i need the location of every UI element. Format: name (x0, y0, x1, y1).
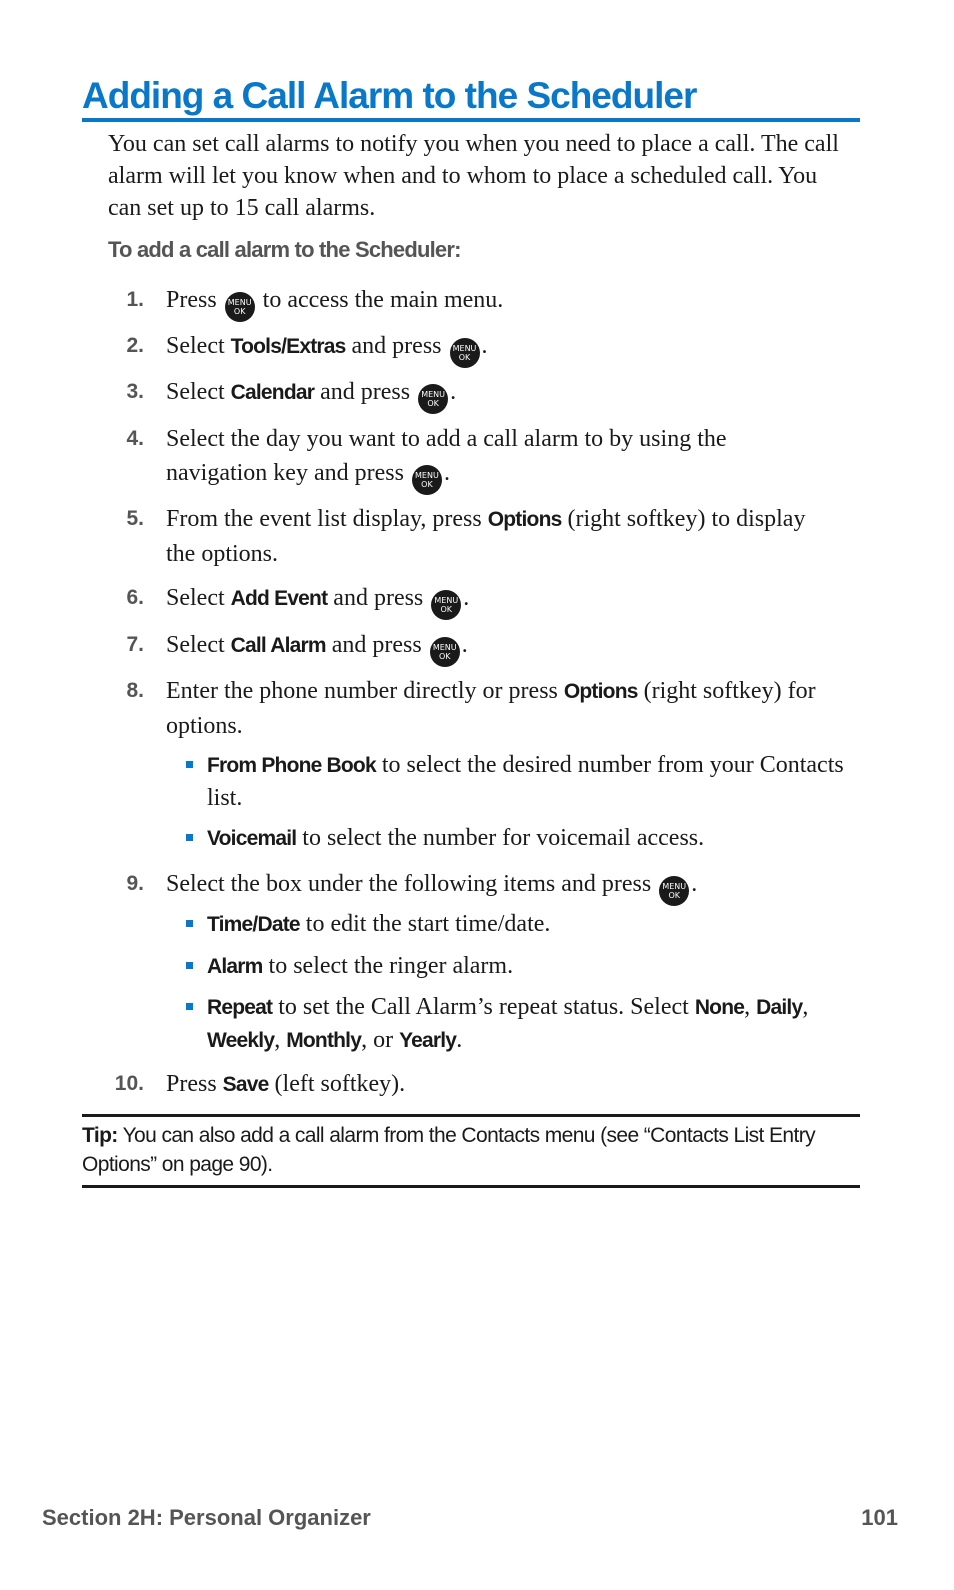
step-text: Select the box under the following items and press MENU OK . (166, 867, 866, 906)
menu-key-name: Options (563, 680, 638, 703)
menu-ok-key-icon: MENU OK (450, 338, 480, 368)
step-number: 10. (114, 1072, 144, 1095)
step-text: Select the day you want to add a call alarm to by using the navigation key and press MENU OK . (166, 422, 806, 495)
menu-key-name: Calendar (230, 381, 315, 404)
bullet-marker (186, 962, 193, 969)
step-number: 1. (126, 288, 144, 311)
bullet-marker (186, 1003, 193, 1010)
menu-key-name: Tools/Extras (230, 335, 346, 358)
menu-ok-key-icon: MENU OK (431, 590, 461, 620)
step-text: Press Save (left softkey). (166, 1071, 406, 1097)
menu-key-name: Options (487, 508, 562, 531)
title-underline (82, 118, 860, 122)
step-text: Press MENU OK to access the main menu. (166, 283, 866, 322)
menu-ok-key-icon: MENU OK (430, 637, 460, 667)
bullet-text: From Phone Book to select the desired number from your Contacts list. (207, 752, 844, 811)
intro-paragraph: You can set call alarms to notify you when you need to place a call. The call alarm will let you know when and to whom to place a scheduled call. You can set up to 15 call alarms. (108, 131, 839, 221)
menu-key-name: Add Event (230, 587, 328, 610)
page-number: 101 (861, 1505, 898, 1530)
step-number: 2. (126, 334, 144, 357)
step-number: 5. (126, 507, 144, 530)
step-text: Select Call Alarm and press MENU OK . (166, 628, 866, 667)
bullet-text: Repeat to set the Call Alarm’s repeat status. Select None, Daily, Weekly, Monthly, or Yearly. (207, 994, 809, 1053)
step-number: 4. (126, 427, 144, 450)
bullet-marker (186, 834, 193, 841)
page-title: Adding a Call Alarm to the Scheduler (82, 75, 697, 116)
procedure-heading: To add a call alarm to the Scheduler: (108, 237, 461, 262)
tip-note (82, 1121, 860, 1179)
step-text: From the event list display, press Options (right softkey) to display the options. (166, 506, 806, 567)
bullet-text: Time/Date to edit the start time/date. (207, 911, 551, 937)
step-number: 3. (126, 380, 144, 403)
step-number: 7. (126, 633, 144, 656)
bullet-marker (186, 920, 193, 927)
footer-section: Section 2H: Personal Organizer (42, 1505, 371, 1530)
menu-ok-key-icon: MENU OK (412, 465, 442, 495)
menu-ok-key-icon: MENU OK (225, 292, 255, 322)
bullet-marker (186, 761, 193, 768)
step-text: Select Add Event and press MENU OK . (166, 581, 866, 620)
menu-key-name: Call Alarm (230, 634, 326, 657)
menu-ok-key-icon: MENU OK (659, 876, 689, 906)
menu-ok-key-icon: MENU OK (418, 384, 448, 414)
bullet-text: Alarm to select the ringer alarm. (207, 953, 514, 979)
step-text: Select Calendar and press MENU OK . (166, 375, 866, 414)
tip-text: You can also add a call alarm from the Contacts menu (see “Contacts List Entry Options” on page 90). (82, 1124, 816, 1176)
step-number: 8. (126, 679, 144, 702)
step-text: Select Tools/Extras and press MENU OK . (166, 329, 866, 368)
step-number: 6. (126, 586, 144, 609)
tip-rule-top (82, 1114, 860, 1117)
tip-label: Tip: (82, 1124, 118, 1147)
tip-rule-bottom (82, 1185, 860, 1188)
menu-key-name: Save (222, 1073, 269, 1096)
step-number: 9. (126, 872, 144, 895)
bullet-text: Voicemail to select the number for voicemail access. (207, 825, 705, 851)
step-text: Enter the phone number directly or press Options (right softkey) for options. (166, 678, 816, 739)
